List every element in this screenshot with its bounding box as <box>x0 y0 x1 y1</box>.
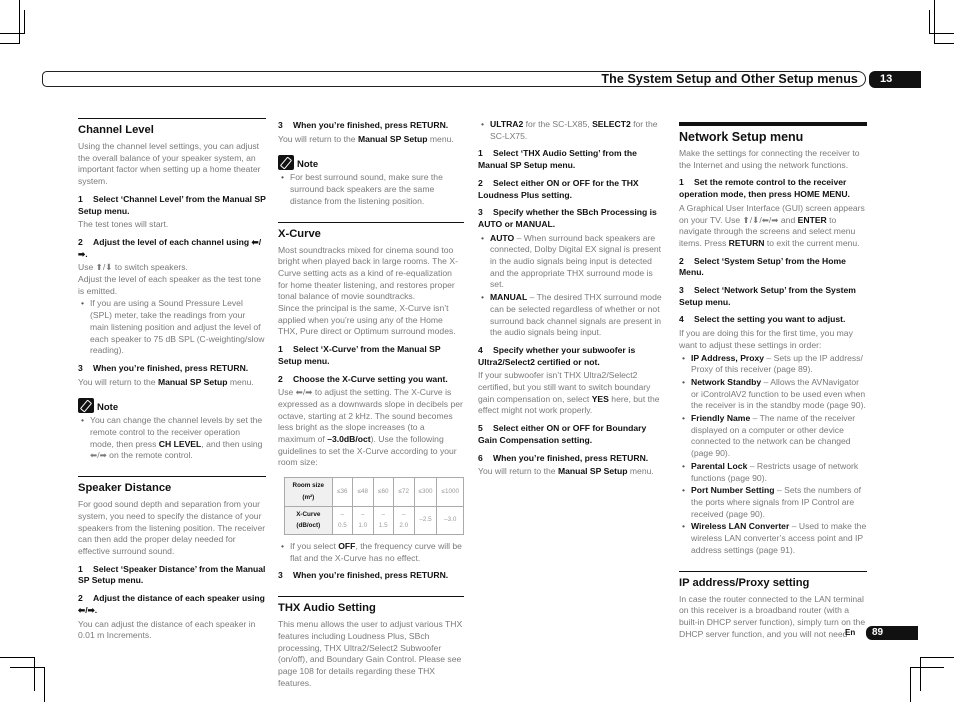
column-2 <box>278 118 464 689</box>
section-title-network-setup: Network Setup menu <box>679 130 804 144</box>
section-title-thx-audio: THX Audio Setting <box>278 602 376 615</box>
step-heading: 2 Adjust the distance of each speaker using ⬅/➡. <box>78 593 265 615</box>
note-heading: Note <box>78 398 266 413</box>
bullet-item: • Network Standby – Allows the AVNavigator or iControlAV2 function to be used even when the receiver is in the standby mode (page 90). <box>691 377 867 412</box>
paragraph: Adjust the level of each speaker as the test tone is emitted. <box>78 274 261 296</box>
bullet-item: • AUTO – When surround back speakers are connected, Dolby Digital EX signal is present in the audio signals being input is detected and the appropriate THX surround mode is set. <box>490 233 666 292</box>
paragraph: Use ⬆/⬇ to switch speakers. <box>78 262 188 273</box>
step-heading: 3 Specify whether the SBch Processing is AUTO or MANUAL. <box>478 207 657 229</box>
table-header: X-Curve (dB/oct) <box>285 506 333 534</box>
table-cell: –2.0 <box>394 506 414 534</box>
step-heading: 3 When you’re finished, press RETURN. <box>78 362 249 373</box>
crop-mark <box>0 33 25 34</box>
paragraph: If you are doing this for the first time, you may want to adjust these settings in order: <box>679 328 853 350</box>
step-heading: 3 Select ‘Network Setup’ from the System Setup menu. <box>679 285 856 307</box>
language-label: En <box>845 628 856 637</box>
step-heading: 4 Select the setting you want to adjust. <box>679 314 846 325</box>
paragraph: You will return to the Manual SP Setup menu. <box>278 133 454 144</box>
section-rule <box>679 571 867 572</box>
column-1 <box>78 118 266 642</box>
paragraph: Using the channel level settings, you can adjust the overall balance of your speaker system, an important factor when setting up a home theater system. <box>78 141 261 187</box>
page-number: 89 <box>866 626 918 640</box>
step-heading: 1 Select ‘Channel Level’ from the Manual SP Setup menu. <box>78 193 266 216</box>
table-cell: ≤300 <box>414 478 437 506</box>
x-curve-table <box>284 477 464 535</box>
step-heading: 1 Select ‘THX Audio Setting’ from the Manual SP Setup menu. <box>478 148 637 171</box>
paragraph: A Graphical User Interface (GUI) screen appears on your TV. Use ⬆/⬇/⬅/➡ and ENTER to navigate through the screens and select menu items. Press RETURN to exit the current menu. <box>679 202 865 248</box>
table-cell: ≤72 <box>394 478 414 506</box>
crop-mark <box>10 667 45 668</box>
bullet-item: • You can change the channel levels by set the remote control to the receiver operation mode, then press CH LEVEL, and then using ⬅/➡ on the remote control. <box>90 415 266 462</box>
bullet-item: • Parental Lock – Restricts usage of network functions (page 90). <box>691 461 867 484</box>
step-heading: 2 Select ‘System Setup’ from the Home Menu. <box>679 255 846 278</box>
paragraph: You can adjust the distance of each speaker in 0.01 m Increments. <box>78 618 256 641</box>
crop-mark <box>910 667 911 702</box>
step-heading: 1 Select ‘Speaker Distance’ from the Manual SP Setup menu. <box>78 563 266 586</box>
step-heading: 5 Select either ON or OFF for Boundary Gain Compensation setting. <box>478 423 647 445</box>
bullet-item: • Wireless LAN Converter – Used to make the wireless LAN converter’s access point and IP address settings (page 91). <box>691 521 867 556</box>
step-heading: 6 When you’re finished, press RETURN. <box>478 452 649 463</box>
table-cell: –3.0 <box>437 506 464 534</box>
table-cell: –1.5 <box>373 506 393 534</box>
note-heading: Note <box>278 155 464 170</box>
crop-mark <box>34 657 35 691</box>
bullet-item: • IP Address, Proxy – Sets up the IP address/ Proxy of this receiver (page 89). <box>691 353 867 376</box>
section-title-channel-level: Channel Level <box>78 124 154 136</box>
step-heading: 2 Choose the X-Curve setting you want. <box>278 373 448 384</box>
paragraph: This menu allows the user to adjust various THX features including Loudness Plus, SBch processing, THX Ultra2/Select2 Subwoofer (on/off), and Boundary Gain Control. Please see page 108 for details regarding these THX features. <box>278 619 463 688</box>
section-title-ip-proxy: IP address/Proxy setting <box>679 576 810 589</box>
section-rule <box>278 596 464 597</box>
section-title-speaker-distance: Speaker Distance <box>78 482 172 495</box>
crop-mark <box>929 10 930 34</box>
table-cell: –0.5 <box>332 506 352 534</box>
step-heading: 3 When you’re finished, press RETURN. <box>278 570 449 581</box>
step-heading: 3 When you’re finished, press RETURN. <box>278 120 449 130</box>
chapter-title: The System Setup and Other Setup menus <box>601 72 858 86</box>
table-cell: –2.5 <box>414 506 437 534</box>
crop-mark <box>19 0 20 44</box>
section-rule <box>78 118 266 119</box>
column-3 <box>478 118 666 478</box>
crop-mark <box>920 657 921 691</box>
step-heading: 4 Specify whether your subwoofer is Ultra2/Select2 certified or not. <box>478 344 636 367</box>
chapter-number: 13 <box>869 71 921 88</box>
paragraph: If your subwoofer isn’t THX Ultra2/Select2 certified, but you still want to switch boundary gain compensation on, select YES here, but the effect might not work properly. <box>478 370 660 416</box>
bullet-item: • ULTRA2 for the SC-LX85, SELECT2 for the SC-LX75. <box>490 119 666 142</box>
column-4 <box>679 122 867 640</box>
crop-mark <box>44 667 45 702</box>
section-rule <box>278 222 464 223</box>
bullet-item: • Port Number Setting – Sets the numbers of the ports where signals from IP Control are received (page 90). <box>691 485 867 520</box>
table-cell: ≤36 <box>332 478 352 506</box>
crop-mark <box>934 43 954 44</box>
pencil-note-icon <box>78 398 94 413</box>
bullet-item: • If you select OFF, the frequency curve will be flat and the X-Curve has no effect. <box>290 541 464 564</box>
step-heading: 2 Adjust the level of each channel using ⬅/➡. <box>78 236 262 259</box>
bullet-item: • If you are using a Sound Pressure Level (SPL) meter, take the readings from your main listening position and adjust the level of each speaker to 75 dB SPL (C-weighting/slow reading). <box>90 298 266 357</box>
section-rule <box>679 122 867 126</box>
paragraph: For good sound depth and separation from your system, you need to specify the distance of your speakers from the listening position. The receiver can then add the proper delay needed for effective surround sound. <box>78 499 266 556</box>
crop-mark <box>24 10 25 34</box>
paragraph: Most soundtracks mixed for cinema sound too bright when played back in large rooms. The X-Curve setting acts as a kind of re-equalization for home theater listening, and restores proper tonal balance of movie soundtracks. <box>278 244 458 302</box>
step-heading: 2 Select either ON or OFF for the THX Loudness Plus setting. <box>478 177 639 200</box>
crop-mark <box>920 657 954 658</box>
crop-mark <box>0 43 20 44</box>
section-title-x-curve: X-Curve <box>278 227 321 240</box>
bullet-item: • MANUAL – The desired THX surround mode can be selected regardless of whether or not surround back channel signals are present in the audio signals being input. <box>490 292 666 339</box>
crop-mark <box>910 667 944 668</box>
table-cell: –1.0 <box>353 506 373 534</box>
crop-mark <box>0 657 35 658</box>
step-heading: 1 Set the remote control to the receiver operation mode, then press HOME MENU. <box>679 177 850 200</box>
paragraph: Make the settings for connecting the receiver to the Internet and using the network functions. <box>679 148 860 170</box>
paragraph: Since the principal is the same, X-Curve isn’t applied when you’re using any of the Home THX, Pure direct or Optimum surround modes. <box>278 303 456 337</box>
bullet-item: • For best surround sound, make sure the surround back speakers are the same distance from the listening position. <box>290 172 464 207</box>
paragraph: You will return to the Manual SP Setup menu. <box>478 466 654 477</box>
section-rule <box>78 476 266 477</box>
paragraph: Use ⬅/➡ to adjust the setting. The X-Curve is expressed as a downwards slope in decibels per octave, starting at 2 kHz. The sound becomes less bright as the slope increases (to a maximum of –3.0dB/oct). Use the following guidelines to set the X-Curve according to your room size: <box>278 387 463 468</box>
paragraph: You will return to the Manual SP Setup menu. <box>78 376 254 387</box>
paragraph: In case the router connected to the LAN terminal on this receiver is a broadband router (with a built-in DHCP server function), simply turn on the DHCP server function, and you will not need <box>679 593 866 639</box>
step-heading: 1 Select ‘X-Curve’ from the Manual SP Setup menu. <box>278 344 441 366</box>
bullet-item: • Friendly Name – The name of the receiver displayed on a computer or other device connected to the network can be changed (page 90). <box>691 413 867 460</box>
table-header: Room size (m²) <box>285 478 333 506</box>
paragraph: The test tones will start. <box>78 219 169 230</box>
crop-mark <box>934 0 935 44</box>
table-cell: ≤1000 <box>437 478 464 506</box>
crop-mark <box>929 33 954 34</box>
pencil-note-icon <box>278 155 294 170</box>
table-cell: ≤48 <box>353 478 373 506</box>
table-cell: ≤60 <box>373 478 393 506</box>
